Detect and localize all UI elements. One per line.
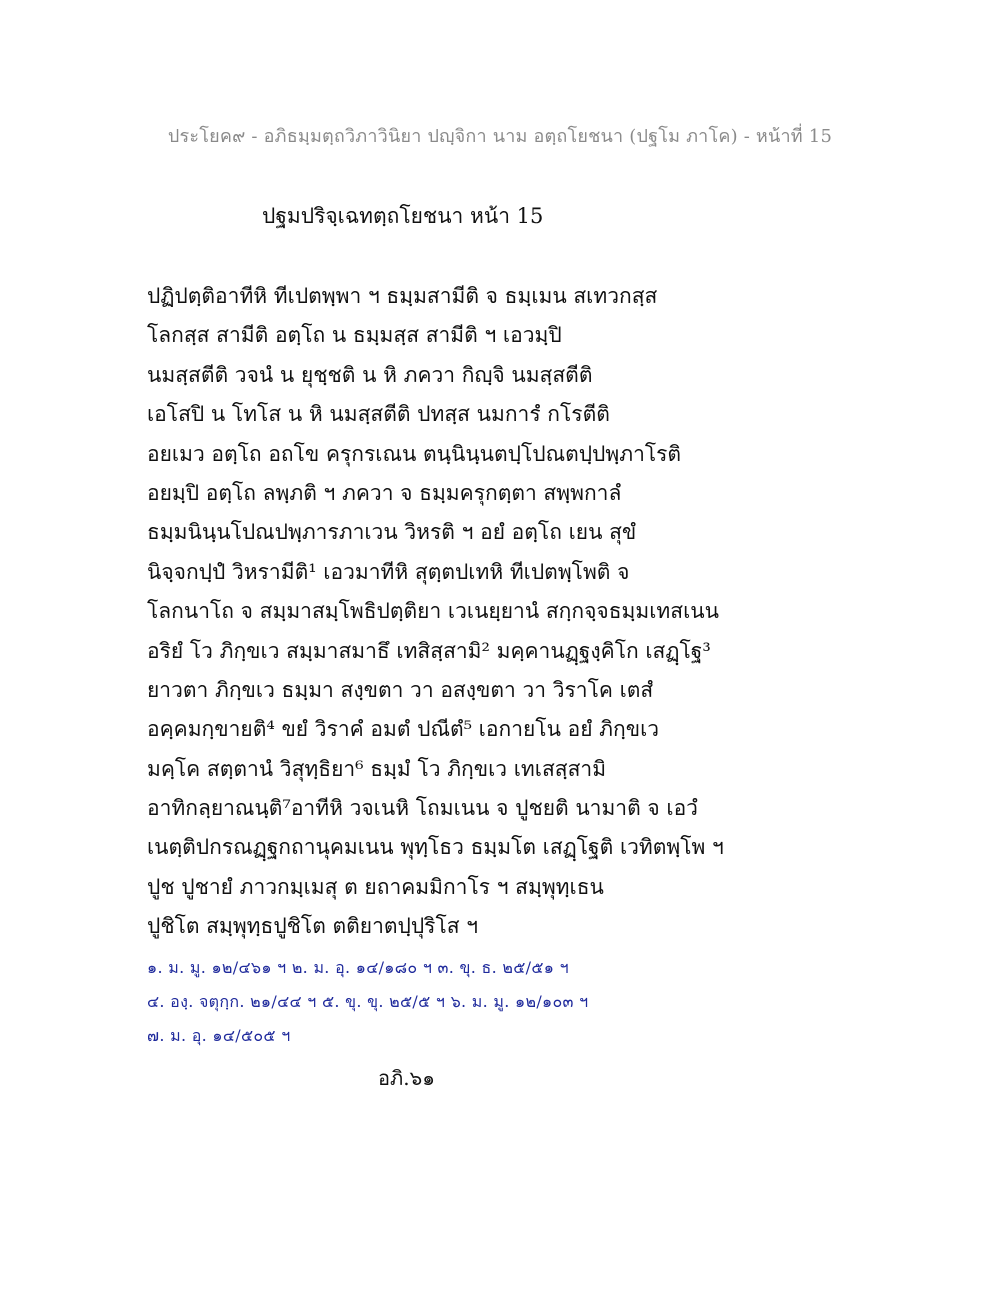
body-line: นิจฺจกปฺปํ วิหรามีติ¹ เอวมาทีหิ สุตฺตปเทหิ ทีเปตพฺโพติ จ: [147, 559, 630, 584]
body-line: โลกสฺส สามีติ อตฺโถ น ธมฺมสฺส สามีติ ฯ เอวมฺปิ: [147, 323, 562, 348]
body-line: เนตฺติปกรณฏฺฐกถานุคมเนน พุทฺโธว ธมฺมโต เสฏฺโฐติ เวทิตพฺโพ ฯ: [147, 835, 724, 860]
body-line: ธมฺมนินฺนโปณปพฺภารภาเวน วิหรติ ฯ อยํ อตฺโถ เยน สุขํ: [147, 520, 637, 545]
running-header: ประโยค๙ - อภิธมฺมตฺถวิภาวินิยา ปญฺจิกา นาม อตฺถโยชนา (ปฐโม ภาโค) - หน้าที่ 15: [167, 126, 833, 147]
body-line: นมสฺสตีติ วจนํ น ยุชฺชติ น หิ ภควา กิญฺจิ นมสฺสตีติ: [147, 362, 593, 387]
body-line: ปูชิโต สมฺพุทฺธปูชิโต ตติยาตปฺปุริโส ฯ: [147, 914, 479, 939]
body-line: อาทิกลฺยาณนฺติ⁷อาทีหิ วจเนหิ โถมเนน จ ปูชยติ นามาติ จ เอวํ: [147, 796, 698, 821]
body-line: อริยํ โว ภิกฺขเว สมฺมาสมาธึ เทสิสฺสามิ² มคฺคานฏฺฐงฺคิโก เสฏฺโฐ³: [147, 638, 711, 663]
footnote-line: ๗. ม. อุ. ๑๔/๕๐๕ ฯ: [147, 1026, 291, 1045]
body-text: [147, 280, 867, 950]
footnote-line: ๑. ม. มู. ๑๒/๔๖๑ ฯ ๒. ม. อุ. ๑๔/๑๘๐ ฯ ๓. ขุ. ธ. ๒๕/๕๑ ฯ: [147, 958, 569, 977]
body-line: เอโสปิ น โทโส น หิ นมสฺสตีติ ปทสฺส นมการํ กโรตีติ: [147, 402, 610, 427]
body-line: อยมฺปิ อตฺโถ ลพฺภติ ฯ ภควา จ ธมฺมครุกตฺตา สพฺพกาลํ: [147, 480, 622, 505]
footnote-line: ๔. องฺ. จตุกฺก. ๒๑/๔๔ ฯ ๕. ขุ. ขุ. ๒๕/๕ ฯ ๖. ม. มู. ๑๒/๑๐๓ ฯ: [147, 992, 589, 1011]
page-footer-code: อภิ.๖๑: [378, 1066, 435, 1090]
body-line: โลกนาโถ จ สมฺมาสมฺโพธิปตฺติยา เวเนยฺยานํ สกฺกจฺจธมฺมเทสเนน: [147, 599, 719, 624]
body-line: อคฺคมกฺขายติ⁴ ขยํ วิราคํ อมตํ ปณีตํ⁵ เอกายโน อยํ ภิกฺขเว: [147, 717, 660, 742]
body-line: ปูช ปูชายํ ภาวกมฺเมสุ ต ยถาคมมิกาโร ฯ สมฺพุทฺเธน: [147, 874, 604, 899]
body-line: อยเมว อตฺโถ อถโข ครุกรเณน ตนฺนินฺนตปฺโปณตปฺปพฺภาโรติ: [147, 441, 682, 466]
body-line: มคฺโค สตฺตานํ วิสุทฺธิยา⁶ ธมฺมํ โว ภิกฺขเว เทเสสฺสามิ: [147, 756, 607, 781]
section-title: ปฐมปริจฺเฉทตฺถโยชนา หน้า 15: [262, 204, 544, 228]
body-line: ปฏิปตฺติอาทีหิ ทีเปตพฺพา ฯ ธมฺมสามีติ จ ธมฺเมน สเทวกสฺส: [147, 284, 658, 308]
footnotes: [147, 954, 867, 1056]
body-line: ยาวตา ภิกฺขเว ธมฺมา สงฺขตา วา อสงฺขตา วา วิราโค เตสํ: [147, 677, 654, 702]
